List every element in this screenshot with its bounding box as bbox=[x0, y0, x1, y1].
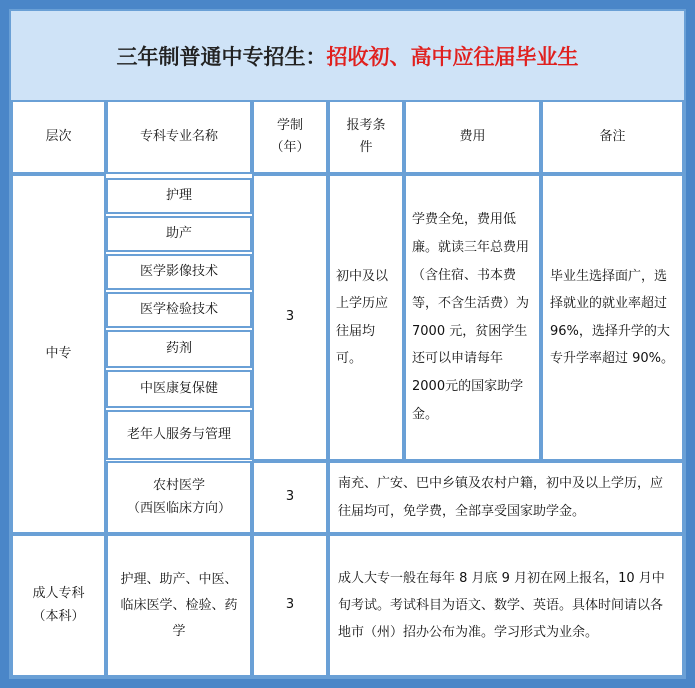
header-years-line2: （年） bbox=[270, 140, 310, 155]
header-requirement-line1: 报考条 bbox=[346, 117, 386, 133]
title-prefix: 三年制普通中专招生： bbox=[116, 44, 327, 69]
header-years-line1: 学制 bbox=[276, 117, 303, 133]
notes-text: 毕业生选择面广，选择就业的就业率超过 96%，选择升学的大专升学率超过 90%。 bbox=[550, 268, 675, 366]
years-zhongzhuan: 3 bbox=[252, 174, 328, 461]
rural-desc-text: 南充、广安、巴中乡镇及农村户籍，初中及以上学历，应往届均可，免学费，全部享受国家助学金。 bbox=[338, 476, 664, 519]
requirement-zhongzhuan bbox=[328, 174, 404, 461]
adult-level-line1: 成人专科 bbox=[32, 586, 85, 602]
header-level: 层次 bbox=[11, 100, 106, 174]
adult-level-line2: （本科） bbox=[32, 608, 85, 624]
header-notes: 备注 bbox=[541, 100, 684, 174]
years-adult: 3 bbox=[252, 534, 328, 677]
header-years bbox=[252, 100, 328, 174]
header-major: 专科专业名称 bbox=[106, 100, 252, 174]
major-item: 中医康复保健 bbox=[106, 370, 252, 408]
adult-desc-text: 成人大专一般在每年 8 月底 9 月初在网上报名，10 月中旬考试。考试科目为语文、数学、英语。具体时间请以各地市（州）招办公布为准。学习形式为业余。 bbox=[338, 570, 665, 641]
level-adult bbox=[11, 534, 106, 677]
fee-zhongzhuan bbox=[404, 174, 541, 461]
major-item: 护理 bbox=[106, 178, 252, 214]
major-item: 医学检验技术 bbox=[106, 292, 252, 328]
major-item: 老年人服务与管理 bbox=[106, 410, 252, 460]
rural-major-line1: 农村医学 bbox=[152, 478, 205, 494]
major-item: 助产 bbox=[106, 216, 252, 252]
page-title bbox=[11, 11, 684, 100]
header-requirement bbox=[328, 100, 404, 174]
level-zhongzhuan: 中专 bbox=[11, 174, 106, 534]
adult-majors-text: 护理、助产、中医、临床医学、检验、药学 bbox=[120, 571, 238, 639]
header-requirement-line2: 件 bbox=[359, 140, 373, 155]
major-rural-medicine bbox=[106, 461, 252, 534]
years-rural: 3 bbox=[252, 461, 328, 534]
rural-major-line2: （西医临床方向） bbox=[126, 500, 231, 516]
header-fee: 费用 bbox=[404, 100, 541, 174]
major-adult bbox=[106, 534, 252, 677]
title-highlight: 招收初、高中应往届毕业生 bbox=[326, 44, 579, 69]
major-item: 药剂 bbox=[106, 330, 252, 368]
adult-description bbox=[328, 534, 684, 677]
notes-zhongzhuan bbox=[541, 174, 684, 461]
major-item: 医学影像技术 bbox=[106, 254, 252, 290]
fee-text: 学费全免，费用低廉。就读三年总费用（含住宿、书本费等，不含生活费）为 7000 元，贫困学生还可以申请每年 2000元的国家助学金。 bbox=[412, 211, 530, 423]
requirement-text: 初中及以上学历应往届均可。 bbox=[336, 268, 389, 366]
rural-description bbox=[328, 461, 684, 534]
